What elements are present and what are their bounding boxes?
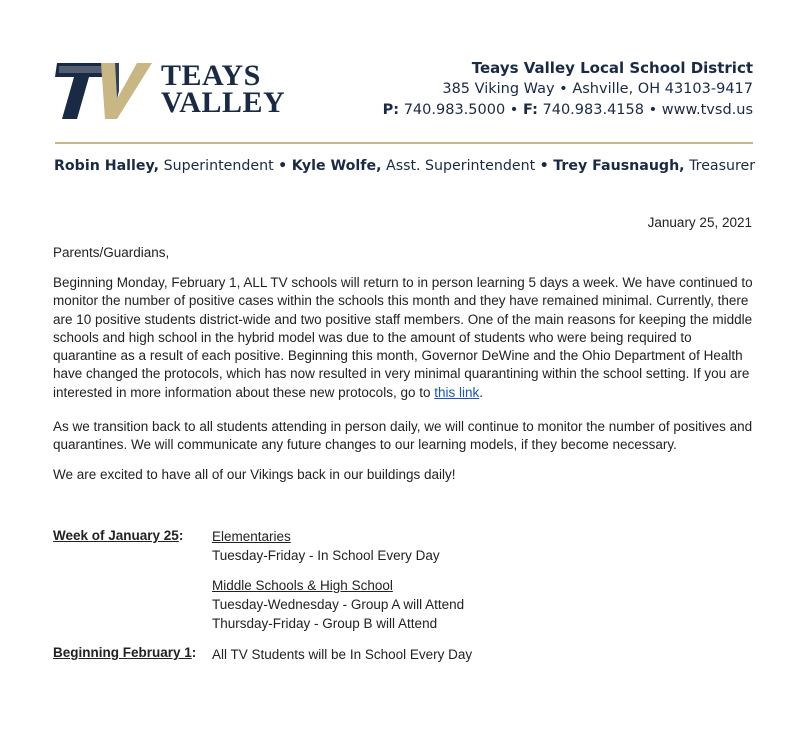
protocols-link[interactable]: this link — [434, 384, 480, 400]
elementaries-heading: Elementaries — [212, 529, 291, 544]
paragraph-2: As we transition back to all students attending in person daily, we will continue to monitor the number of positives and quarantines. We will communicate any future changes to our learning models, if they become necessary. — [53, 419, 753, 453]
beginning-label-text: Beginning February 1 — [53, 645, 192, 660]
week-label — [53, 528, 183, 543]
website: www.tvsd.us — [661, 102, 753, 118]
secondary-heading: Middle Schools & High School — [212, 578, 393, 593]
officer-name: Robin Halley, — [54, 158, 160, 174]
label-colon: : — [178, 528, 184, 543]
separator: • — [539, 158, 549, 174]
separator: • — [509, 102, 519, 118]
officer-name: Trey Fausnaugh, — [553, 158, 685, 174]
district-address: 385 Viking Way • Ashville, OH 43103-9417 — [442, 81, 753, 97]
officer-name: Kyle Wolfe, — [291, 158, 382, 174]
separator: • — [648, 102, 658, 118]
district-info — [383, 58, 753, 121]
fax-label: F: — [522, 102, 538, 118]
officer-title: Superintendent — [163, 158, 274, 174]
phone-number: 740.983.5000 — [403, 102, 506, 118]
officer-title: Asst. Superintendent — [385, 158, 536, 174]
tv-logo-v-letter — [101, 63, 152, 119]
header-divider — [55, 142, 753, 144]
tv-logo-mark — [55, 61, 155, 121]
phone-label: P: — [382, 102, 400, 118]
elementaries-schedule: Tuesday-Friday - In School Every Day — [212, 548, 440, 563]
separator: • — [278, 158, 288, 174]
fax-number: 740.983.4158 — [542, 102, 644, 118]
elementaries-block — [212, 527, 440, 565]
group-b-schedule: Thursday-Friday - Group B will Attend — [212, 616, 438, 631]
district-name: Teays Valley Local School District — [471, 59, 753, 77]
week-label-text: Week of January 25 — [53, 528, 179, 543]
paragraph-1-text: Beginning Monday, February 1, ALL TV schools will return to in person learning 5 days a week. We have continued to monitor the number of positive cases within the schools this month and they have remained minimal. Currently, there are 10 positive students district-wide and two positive staff members. One of the main reasons for keeping the middle schools and high school in the hybrid model was due to the amount of students who were being required to quarantine as a result of each positive. Beginning this month, Governor DeWine and the Ohio Department of Health have changed the protocols, which has now resulted in very minimal quarantining within the school setting. If you are interested in more information about these new protocols, go to — [53, 275, 753, 400]
secondary-block — [212, 576, 464, 633]
paragraph-1-end: . — [479, 384, 484, 400]
paragraph-3: We are excited to have all of our Vikings back in our buildings daily! — [53, 467, 456, 482]
beginning-schedule: All TV Students will be In School Every Day — [212, 647, 473, 662]
logo-wordmark — [161, 59, 286, 119]
officer-title: Treasurer — [689, 158, 756, 174]
district-contact — [383, 100, 753, 121]
logo-word-teays: TEAYS — [161, 59, 261, 92]
salutation: Parents/Guardians, — [53, 245, 170, 260]
label-colon: : — [191, 645, 197, 660]
letter-date: January 25, 2021 — [647, 215, 752, 230]
teays-valley-logo — [55, 61, 295, 121]
beginning-label — [53, 645, 196, 660]
tv-logo-t-letter — [55, 63, 107, 119]
logo-word-valley: VALLEY — [161, 86, 286, 119]
paragraph-1 — [53, 274, 753, 402]
group-a-schedule: Tuesday-Wednesday - Group A will Attend — [212, 597, 465, 612]
officers-line — [54, 158, 754, 174]
